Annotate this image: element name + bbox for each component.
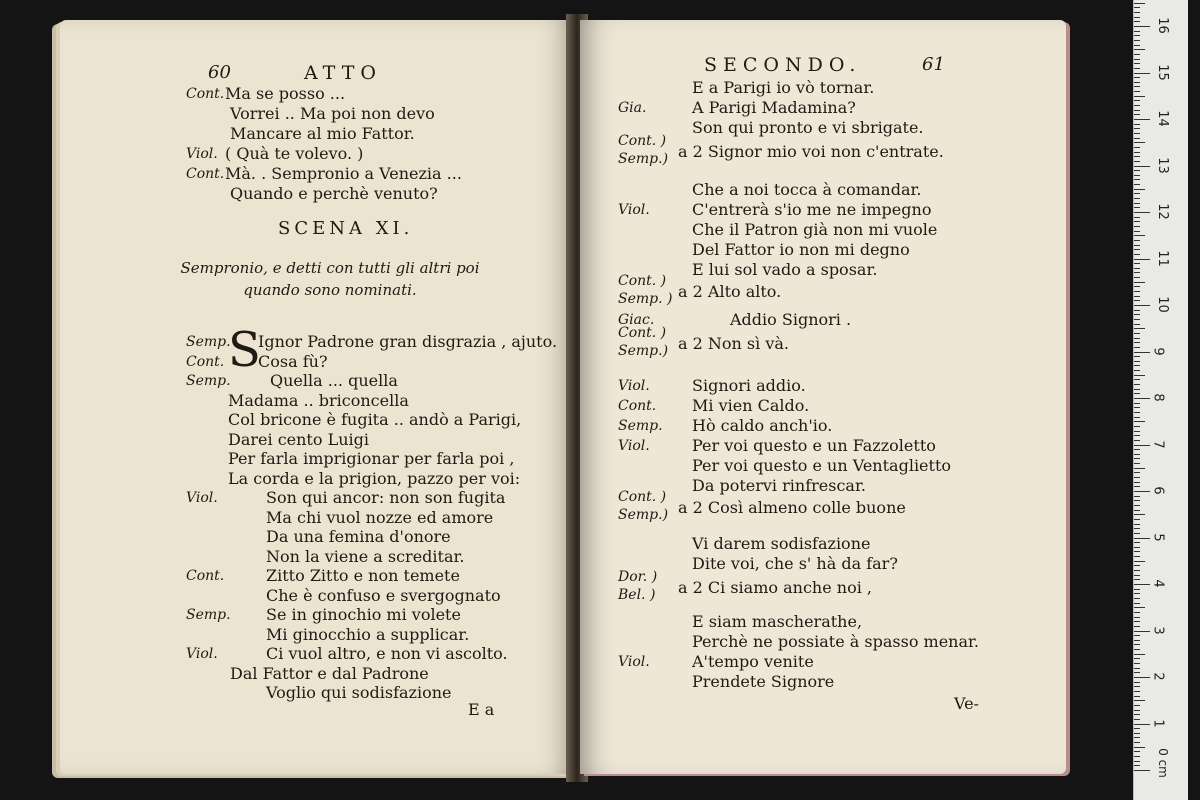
ruler-tick — [1134, 575, 1140, 576]
ruler-tick — [1134, 361, 1140, 362]
ruler-tick — [1134, 249, 1140, 250]
ruler-tick — [1134, 21, 1140, 22]
verse-line: Mà. . Sempronio a Venezia ... — [225, 164, 462, 183]
ruler-tick — [1134, 352, 1150, 353]
ruler-tick — [1134, 603, 1140, 604]
catchword-right: Ve- — [954, 694, 979, 713]
ruler-tick — [1134, 747, 1145, 748]
ruler-tick — [1134, 86, 1140, 87]
ruler-tick — [1134, 231, 1140, 232]
speaker-label: Cont. ) — [618, 273, 667, 289]
verse-line: Vorrei .. Ma poi non devo — [230, 104, 435, 123]
stage-direction-line-2: quando sono nominati. — [243, 281, 417, 299]
ruler-tick — [1134, 282, 1145, 283]
ruler-tick — [1134, 584, 1150, 585]
ruler-tick — [1134, 259, 1150, 260]
ruler-tick — [1134, 193, 1140, 194]
ruler-tick — [1134, 398, 1150, 399]
ruler-tick — [1134, 119, 1150, 120]
ruler-tick — [1134, 626, 1140, 627]
ruler-tick — [1134, 347, 1140, 348]
ruler-tick — [1134, 12, 1140, 13]
ruler-tick — [1134, 417, 1140, 418]
speaker-label: Cont. — [618, 398, 657, 414]
ruler-number: 14 — [1154, 110, 1170, 127]
verse-line: Che a noi tocca à comandar. — [692, 180, 922, 199]
speaker-label: Gia. — [618, 100, 647, 116]
verse-line: Voglio qui sodisfazione — [266, 683, 452, 702]
ruler-tick — [1134, 477, 1140, 478]
ruler-tick — [1134, 26, 1150, 27]
ruler-tick — [1134, 737, 1140, 738]
ruler-tick — [1134, 644, 1140, 645]
ruler-number: 9 — [1150, 346, 1166, 356]
ruler-tick — [1134, 654, 1145, 655]
ruler-tick — [1134, 403, 1140, 404]
ruler-tick — [1134, 198, 1140, 199]
ruler-tick — [1134, 724, 1150, 725]
verse-line: Prendete Signore — [692, 672, 835, 691]
speaker-label: Viol. — [186, 490, 218, 506]
verse-line: Da una femina d'onore — [266, 527, 451, 546]
ruler-tick — [1134, 110, 1140, 111]
ruler-tick — [1134, 500, 1140, 501]
ruler-tick — [1134, 668, 1140, 669]
ruler-tick — [1134, 100, 1140, 101]
ruler-tick — [1134, 333, 1140, 334]
ruler-tick — [1134, 672, 1140, 673]
speaker-label: Viol. — [618, 654, 650, 670]
ruler-tick — [1134, 40, 1140, 41]
ruler-tick — [1134, 491, 1150, 492]
verse-line: Mi vien Caldo. — [692, 396, 810, 415]
ruler-tick — [1134, 49, 1145, 50]
speaker-label: Semp.) — [618, 507, 669, 523]
ruler-tick — [1134, 677, 1150, 678]
ruler-number: 8 — [1150, 393, 1166, 402]
ruler-number: 10 — [1154, 296, 1170, 313]
verse-line: ( Quà te volevo. ) — [225, 144, 364, 163]
ruler-tick — [1134, 328, 1145, 329]
ruler-tick — [1134, 68, 1140, 69]
ruler-tick — [1134, 700, 1145, 701]
ruler-tick — [1134, 542, 1140, 543]
scene-title: SCENA XI. — [278, 218, 414, 239]
ruler-tick — [1134, 561, 1145, 562]
ruler-tick — [1134, 607, 1145, 608]
ruler-tick — [1134, 514, 1145, 515]
ruler-tick — [1134, 440, 1140, 441]
ruler-tick — [1134, 649, 1140, 650]
ruler-tick — [1134, 217, 1140, 218]
ruler-tick — [1134, 691, 1140, 692]
ruler-unit-label: 0 cm — [1155, 748, 1170, 778]
ruler-number: 15 — [1154, 63, 1170, 81]
ruler-tick — [1134, 152, 1140, 153]
page-number-left: 60 — [208, 62, 231, 83]
ruler-tick — [1134, 751, 1140, 752]
verse-line: Hò caldo anch'io. — [692, 416, 833, 435]
verse-line: A Parigi Madamina? — [692, 98, 856, 117]
verse-line: Perchè ne possiate à spasso menar. — [692, 632, 979, 651]
ruler-tick — [1134, 696, 1140, 697]
ruler-tick — [1134, 324, 1140, 325]
speaker-label: Semp. — [618, 418, 663, 434]
ruler-tick — [1134, 91, 1140, 92]
ruler-tick — [1134, 393, 1140, 394]
ruler-tick — [1134, 505, 1140, 506]
ruler-tick — [1134, 412, 1140, 413]
verse-line: Dal Fattor e dal Padrone — [230, 664, 429, 683]
ruler-tick — [1134, 189, 1145, 190]
speaker-label: Semp. — [186, 607, 231, 623]
ruler-tick — [1134, 77, 1140, 78]
ruler-tick — [1134, 658, 1140, 659]
ruler-tick — [1134, 421, 1145, 422]
ruler-tick — [1134, 640, 1140, 641]
ruler-tick — [1134, 407, 1140, 408]
ruler-tick — [1134, 538, 1150, 539]
ruler-tick — [1134, 458, 1140, 459]
ruler-tick — [1134, 770, 1150, 771]
ruler-tick — [1134, 319, 1140, 320]
ruler-tick — [1134, 705, 1140, 706]
ruler-number: 11 — [1154, 249, 1170, 267]
ruler-tick — [1134, 682, 1140, 683]
ruler-tick — [1134, 612, 1140, 613]
verse-line: Quando e perchè venuto? — [230, 184, 438, 203]
ruler-tick — [1134, 570, 1140, 571]
ruler-number: 4 — [1150, 579, 1166, 588]
ruler-tick — [1134, 686, 1140, 687]
verse-line: E a Parigi io vò tornar. — [692, 78, 875, 97]
ruler-tick — [1134, 579, 1140, 580]
ruler-tick — [1134, 482, 1140, 483]
ruler-tick — [1134, 156, 1140, 157]
ruler-tick — [1134, 454, 1140, 455]
ruler-tick — [1134, 598, 1140, 599]
ruler-tick — [1134, 221, 1140, 222]
ruler-tick — [1134, 3, 1145, 4]
verse-line: Per farla imprigionar per farla poi , — [228, 449, 515, 468]
ruler-tick — [1134, 384, 1140, 385]
verse-line: Per voi questo e un Fazzoletto — [692, 436, 936, 455]
ruler-tick — [1134, 82, 1140, 83]
speaker-label: Semp.) — [618, 343, 669, 359]
ruler-tick — [1134, 761, 1140, 762]
ruler-tick — [1134, 31, 1140, 32]
verse-line: E siam mascherathe, — [692, 612, 863, 631]
verse-line: Addio Signori . — [730, 310, 852, 329]
ruler-tick — [1134, 96, 1145, 97]
ruler-tick — [1134, 277, 1140, 278]
ruler-tick — [1134, 128, 1140, 129]
ruler-tick — [1134, 510, 1140, 511]
ruler-tick — [1134, 631, 1150, 632]
ruler-tick — [1134, 445, 1150, 446]
ruler-tick — [1134, 45, 1140, 46]
page-number-right: 61 — [922, 54, 945, 75]
speaker-label: Cont. ) — [618, 325, 667, 341]
verse-line: Del Fattor io non mi degno — [692, 240, 910, 259]
verse-line: a 2 Ci siamo anche noi , — [678, 578, 872, 597]
ruler-tick — [1134, 365, 1140, 366]
speaker-label: Cont. — [186, 86, 225, 102]
verse-line: Madama .. briconcella — [228, 391, 409, 410]
ruler-tick — [1134, 342, 1140, 343]
speaker-label: Semp. — [186, 334, 231, 350]
ruler-tick — [1134, 305, 1150, 306]
speaker-label: Semp. ) — [618, 291, 673, 307]
ruler-tick — [1134, 356, 1140, 357]
ruler-tick — [1134, 286, 1140, 287]
open-book — [52, 14, 1072, 782]
ruler-tick — [1134, 435, 1140, 436]
drop-cap: S — [228, 322, 261, 378]
verse-line: A'tempo venite — [692, 652, 814, 671]
ruler-number: 1 — [1150, 718, 1166, 728]
ruler-tick — [1134, 245, 1140, 246]
ruler-tick — [1134, 161, 1140, 162]
catchword-left: E a — [468, 700, 495, 719]
ruler-tick — [1134, 379, 1140, 380]
ruler-tick — [1134, 617, 1140, 618]
ruler-tick — [1134, 565, 1140, 566]
ruler-tick — [1134, 519, 1140, 520]
ruler-tick — [1134, 207, 1140, 208]
ruler-tick — [1134, 203, 1140, 204]
ruler-tick — [1134, 449, 1140, 450]
verse-line: a 2 Non sì và. — [678, 334, 789, 353]
speaker-label: Cont. — [186, 166, 225, 182]
ruler-number: 3 — [1150, 625, 1166, 635]
ruler-number: 12 — [1154, 203, 1170, 220]
stage-direction-line-1: Sempronio, e detti con tutti gli altri poi — [180, 259, 480, 277]
verse-line: Darei cento Luigi — [228, 430, 369, 449]
measurement-ruler — [1133, 0, 1188, 800]
ruler-tick — [1134, 431, 1140, 432]
ruler-tick — [1134, 124, 1140, 125]
speaker-label: Cont. — [186, 354, 225, 370]
verse-line: Mancare al mio Fattor. — [230, 124, 415, 143]
speaker-label: Viol. — [186, 146, 218, 162]
ruler-tick — [1134, 314, 1140, 315]
verse-line: Son qui pronto e vi sbrigate. — [692, 118, 924, 137]
ruler-number: 6 — [1150, 486, 1166, 495]
ruler-tick — [1134, 370, 1140, 371]
ruler-tick — [1134, 179, 1140, 180]
ruler-tick — [1134, 59, 1140, 60]
ruler-number: 2 — [1150, 672, 1166, 681]
speaker-label: Cont. ) — [618, 489, 667, 505]
verse-line: La corda e la prigion, pazzo per voi: — [228, 469, 521, 488]
speaker-label: Viol. — [618, 438, 650, 454]
ruler-tick — [1134, 212, 1150, 213]
ruler-tick — [1134, 35, 1140, 36]
ruler-tick — [1134, 714, 1140, 715]
speaker-label: Semp. — [186, 373, 231, 389]
ruler-tick — [1134, 184, 1140, 185]
verse-line: Dite voi, che s' hà da far? — [692, 554, 898, 573]
ruler-tick — [1134, 235, 1145, 236]
running-header-left: ATTO — [304, 62, 382, 84]
speaker-label: Viol. — [618, 378, 650, 394]
verse-line: Quella ... quella — [270, 371, 398, 390]
verse-line: Che è confuso e svergognato — [266, 586, 501, 605]
verse-line: Ci vuol altro, e non vi ascolto. — [266, 644, 508, 663]
ruler-tick — [1134, 105, 1140, 106]
ruler-tick — [1134, 138, 1140, 139]
verse-line: Son qui ancor: non son fugita — [266, 488, 506, 507]
ruler-tick — [1134, 593, 1140, 594]
ruler-tick — [1134, 472, 1140, 473]
ruler-tick — [1134, 742, 1140, 743]
ruler-tick — [1134, 7, 1140, 8]
ruler-tick — [1134, 17, 1140, 18]
left-page — [60, 20, 574, 774]
ruler-tick — [1134, 166, 1150, 167]
verse-line: a 2 Signor mio voi non c'entrate. — [678, 142, 944, 161]
ruler-number: 7 — [1150, 439, 1166, 449]
running-header-right: SECONDO. — [704, 54, 862, 76]
ruler-tick — [1134, 551, 1140, 552]
ruler-tick — [1134, 547, 1140, 548]
ruler-tick — [1134, 263, 1140, 264]
ruler-tick — [1134, 300, 1140, 301]
ruler-tick — [1134, 73, 1150, 74]
ruler-tick — [1134, 268, 1140, 269]
ruler-tick — [1134, 528, 1140, 529]
ruler-tick — [1134, 147, 1140, 148]
verse-line: Da potervi rinfrescar. — [692, 476, 866, 495]
ruler-tick — [1134, 114, 1140, 115]
ruler-tick — [1134, 728, 1140, 729]
verse-line: Per voi questo e un Ventaglietto — [692, 456, 952, 475]
ruler-tick — [1134, 756, 1140, 757]
ruler-tick — [1134, 621, 1140, 622]
ruler-tick — [1134, 719, 1140, 720]
verse-line: Cosa fù? — [258, 352, 328, 371]
ruler-tick — [1134, 389, 1140, 390]
verse-line: Ma chi vuol nozze ed amore — [266, 508, 494, 527]
verse-line: Ignor Padrone gran disgrazia , ajuto. — [258, 332, 558, 351]
speaker-label: Dor. ) — [618, 569, 658, 585]
ruler-tick — [1134, 240, 1140, 241]
ruler-tick — [1134, 486, 1140, 487]
ruler-tick — [1134, 533, 1140, 534]
verse-line: C'entrerà s'io me ne impegno — [692, 200, 932, 219]
speaker-label: Viol. — [618, 202, 650, 218]
verse-line: Che il Patron già non mi vuole — [692, 220, 938, 239]
ruler-tick — [1134, 142, 1145, 143]
ruler-tick — [1134, 463, 1140, 464]
ruler-number: 16 — [1154, 17, 1170, 34]
ruler-tick — [1134, 296, 1140, 297]
speaker-label: Cont. — [186, 568, 225, 584]
speaker-label: Cont. ) — [618, 133, 667, 149]
ruler-tick — [1134, 375, 1145, 376]
ruler-tick — [1134, 175, 1140, 176]
ruler-number: 13 — [1154, 156, 1170, 174]
ruler-tick — [1134, 733, 1140, 734]
ruler-tick — [1134, 54, 1140, 55]
speaker-label: Viol. — [186, 646, 218, 662]
ruler-tick — [1134, 663, 1140, 664]
verse-line: Col bricone è fugita .. andò a Parigi, — [228, 410, 522, 429]
ruler-tick — [1134, 468, 1145, 469]
verse-line: Ma se posso ... — [225, 84, 346, 103]
verse-line: Mi ginocchio a supplicar. — [266, 625, 470, 644]
speaker-label: Semp.) — [618, 151, 669, 167]
verse-line: Se in ginochio mi volete — [266, 605, 461, 624]
ruler-tick — [1134, 133, 1140, 134]
verse-line: a 2 Alto alto. — [678, 282, 782, 301]
ruler-tick — [1134, 291, 1140, 292]
ruler-number: 5 — [1150, 532, 1166, 542]
verse-line: a 2 Così almeno colle buone — [678, 498, 906, 517]
ruler-tick — [1134, 272, 1140, 273]
ruler-tick — [1134, 426, 1140, 427]
ruler-tick — [1134, 765, 1140, 766]
ruler-tick — [1134, 635, 1140, 636]
ruler-tick — [1134, 710, 1140, 711]
speaker-label: Giac. — [618, 312, 655, 328]
verse-line: E lui sol vado a sposar. — [692, 260, 878, 279]
ruler-tick — [1134, 226, 1140, 227]
verse-line: Vi darem sodisfazione — [692, 534, 871, 553]
ruler-tick — [1134, 589, 1140, 590]
ruler-tick — [1134, 496, 1140, 497]
ruler-tick — [1134, 63, 1140, 64]
ruler-tick — [1134, 338, 1140, 339]
ruler-tick — [1134, 556, 1140, 557]
ruler-tick — [1134, 524, 1140, 525]
ruler-tick — [1134, 254, 1140, 255]
speaker-label: Bel. ) — [618, 587, 656, 603]
verse-line: Signori addio. — [692, 376, 806, 395]
ruler-tick — [1134, 170, 1140, 171]
verse-line: Zitto Zitto e non temete — [266, 566, 460, 585]
right-page — [580, 20, 1066, 774]
verse-line: Non la viene a screditar. — [266, 547, 465, 566]
ruler-tick — [1134, 310, 1140, 311]
